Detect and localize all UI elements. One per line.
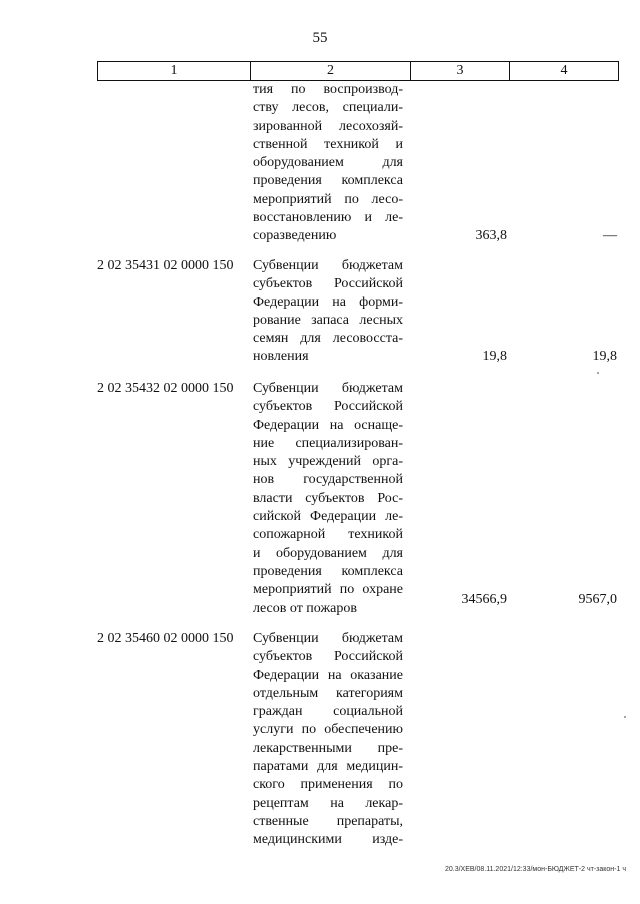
row-value-col4: 9567,0 (578, 592, 617, 607)
table-header-col-2: 2 (251, 62, 411, 80)
description-line: лекарственными пре- (253, 740, 403, 756)
description-line: тия по воспроизвод- (253, 82, 403, 97)
description-line: ского применения по (253, 777, 403, 793)
description-line: субъектов Российской (253, 276, 403, 292)
description-line: граждан социальной (253, 704, 403, 720)
description-line: медицинскими изде- (253, 832, 403, 848)
description-line: новления (253, 349, 309, 365)
scan-speck (624, 716, 626, 718)
description-line: Федерации на форми- (253, 294, 403, 310)
row-code: 2 02 35431 02 0000 150 (97, 258, 234, 273)
description-line: семян для лесовосста- (253, 331, 403, 347)
description-line: сопожарной техникой (253, 527, 403, 543)
description-line: ству лесов, специали- (253, 100, 403, 116)
description-line: проведения комплекса (253, 563, 403, 579)
description-line: мероприятий по лесо- (253, 191, 403, 207)
description-line: ственные препараты, (253, 813, 403, 829)
row-description (253, 257, 403, 367)
description-line: субъектов Российской (253, 649, 403, 665)
description-line: ние специализирован- (253, 435, 403, 451)
row-description (253, 81, 403, 246)
description-line: проведения комплекса (253, 173, 403, 189)
table-header-row (97, 61, 619, 81)
description-line: сийской Федерации ле- (253, 509, 403, 525)
description-line: ственной техникой и (253, 136, 403, 152)
description-line: ных учреждений орга- (253, 454, 403, 470)
description-line: рование запаса лесных (253, 312, 403, 328)
description-line: власти субъектов Рос- (253, 490, 403, 506)
description-line: и оборудованием для (253, 545, 403, 561)
row-code: 2 02 35432 02 0000 150 (97, 381, 234, 396)
page-number: 55 (312, 30, 328, 46)
description-line: субъектов Российской (253, 399, 403, 415)
row-value-col4: 19,8 (592, 349, 617, 364)
document-footer: 20.3/ХЕВ/08.11.2021/12:33/мон-БЮДЖЕТ-2 чт-закон-1 ч (444, 866, 626, 873)
row-code: 2 02 35460 02 0000 150 (97, 631, 234, 646)
description-line: отдельным категориям (253, 685, 403, 701)
description-line: лесов от пожаров (253, 600, 357, 616)
description-line: соразведению (253, 228, 337, 244)
row-value-col3: 34566,9 (461, 592, 507, 607)
row-description (253, 630, 403, 850)
description-line: восстановлению и ле- (253, 210, 403, 226)
row-value-col3: 363,8 (475, 228, 507, 243)
description-line: оборудованием для (253, 155, 403, 171)
description-line: нов государственной (253, 472, 403, 488)
description-line: Федерации на оказание (253, 667, 403, 683)
table-header-col-1: 1 (98, 62, 251, 80)
description-line: паратами для медицин- (253, 759, 403, 775)
scan-speck (597, 372, 599, 374)
row-value-col3: 19,8 (482, 349, 507, 364)
description-line: услуги по обеспечению (253, 722, 403, 738)
description-line: Субвенции бюджетам (253, 258, 403, 273)
row-description (253, 380, 403, 618)
description-line: Субвенции бюджетам (253, 631, 403, 646)
table-header-col-3: 3 (411, 62, 510, 80)
description-line: зированной лесохозяй- (253, 118, 403, 134)
table-header-col-4: 4 (560, 63, 568, 78)
row-value-col4: — (603, 228, 617, 243)
description-line: мероприятий по охране (253, 582, 403, 598)
description-line: Федерации на оснаще- (253, 417, 403, 433)
description-line: Субвенции бюджетам (253, 381, 403, 396)
description-line: рецептам на лекар- (253, 795, 403, 811)
